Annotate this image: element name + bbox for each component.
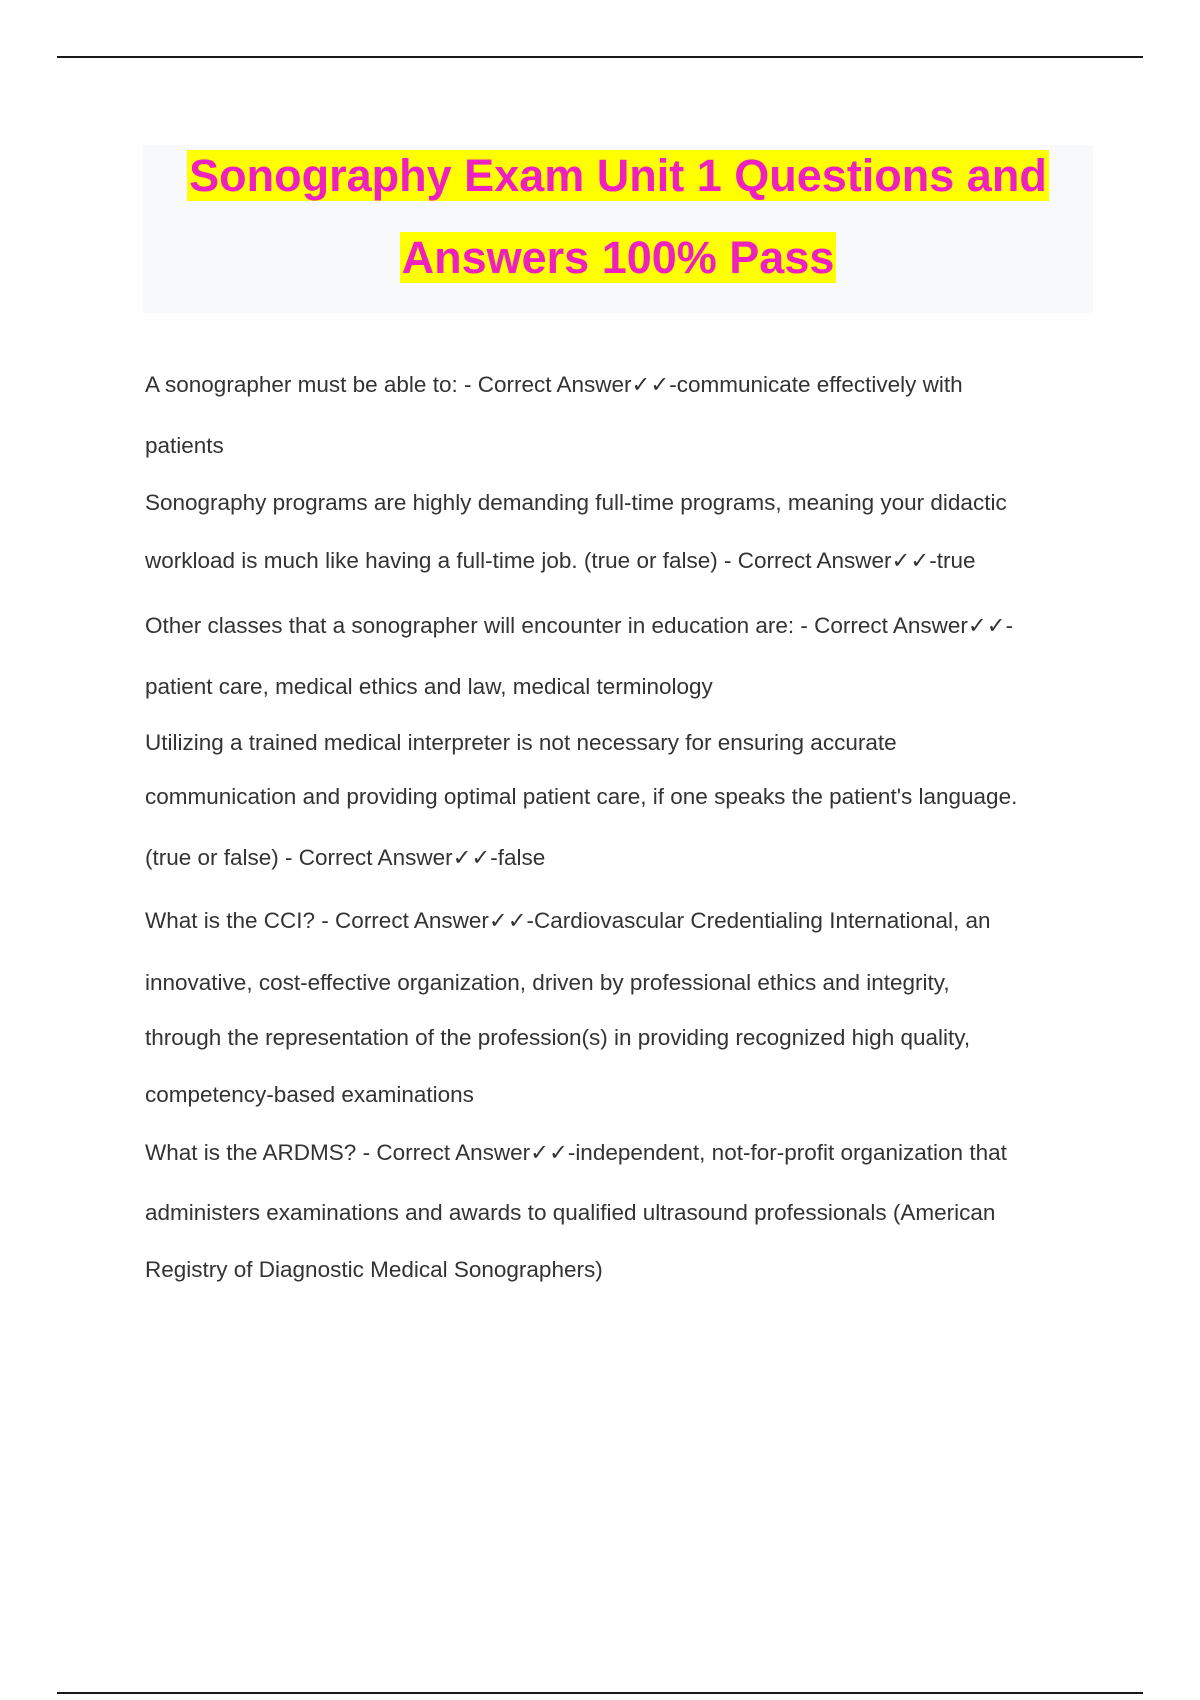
body-line: competency-based examinations (145, 1082, 474, 1107)
body-line: Other classes that a sonographer will encounter in education are: - Correct Answer✓✓- (145, 613, 1014, 638)
body-line: (true or false) - Correct Answer✓✓-false (145, 845, 546, 870)
body-line: Utilizing a trained medical interpreter is not necessary for ensuring accurate (145, 730, 897, 755)
title-block (143, 145, 1093, 313)
body-line: innovative, cost-effective organization, driven by professional ethics and integrity, (145, 970, 950, 995)
body-line: What is the CCI? - Correct Answer✓✓-Cardiovascular Credentialing International, an (145, 908, 991, 933)
body-line: workload is much like having a full-time job. (true or false) - Correct Answer✓✓-true (145, 548, 976, 573)
body-line: A sonographer must be able to: - Correct Answer✓✓-communicate effectively with (145, 372, 963, 397)
top-rule (57, 56, 1143, 58)
body-line: Registry of Diagnostic Medical Sonographers) (145, 1257, 603, 1282)
body-line: through the representation of the profession(s) in providing recognized high quality, (145, 1025, 971, 1050)
body-line: administers examinations and awards to qualified ultrasound professionals (American (145, 1200, 996, 1225)
title-highlight-2: Answers 100% Pass (401, 232, 835, 283)
body-line: Sonography programs are highly demanding full-time programs, meaning your didactic (145, 490, 1007, 515)
document-title-line-2 (143, 230, 1093, 286)
title-highlight-1: Sonography Exam Unit 1 Questions and (189, 150, 1047, 201)
body-line: patient care, medical ethics and law, medical terminology (145, 674, 713, 699)
body-line: What is the ARDMS? - Correct Answer✓✓-independent, not-for-profit organization that (145, 1140, 1007, 1165)
body-line: communication and providing optimal patient care, if one speaks the patient's language. (145, 784, 1018, 809)
document-title-line-1 (143, 148, 1093, 204)
bottom-rule (57, 1692, 1143, 1694)
body-line: patients (145, 433, 224, 458)
